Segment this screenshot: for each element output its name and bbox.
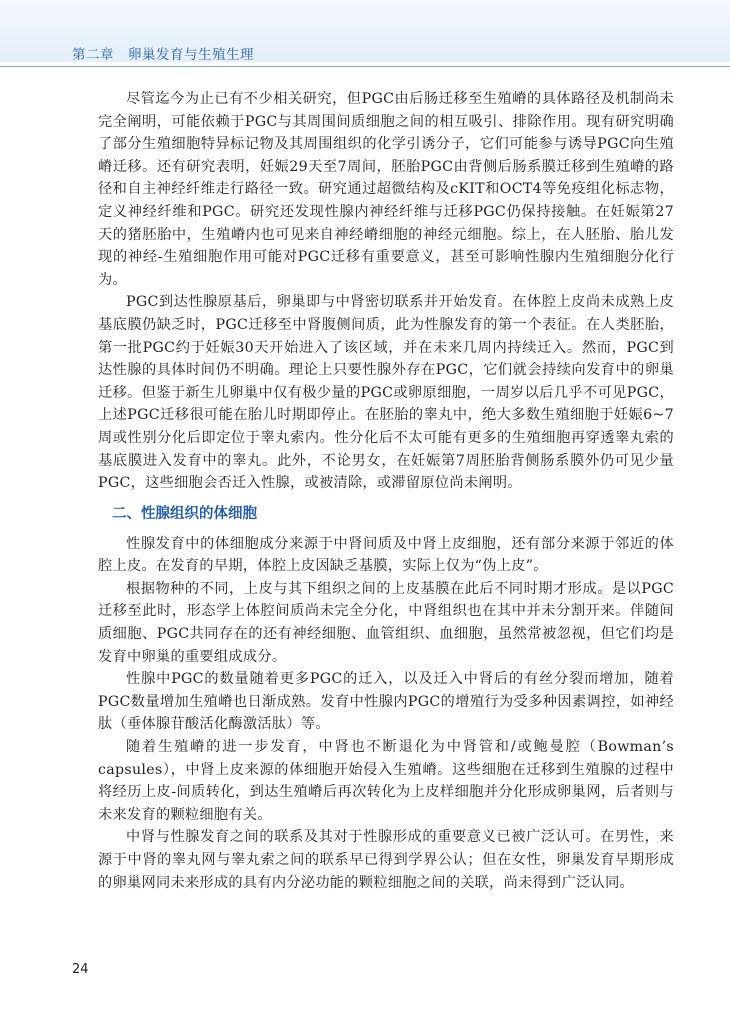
paragraph: 性腺中PGC的数量随着更多PGC的迁入，以及迁入中肾后的有丝分裂而增加，随着PGC数量增加生殖嵴也日渐成熟。发育中性腺内PGC的增殖行为受多种因素调控，如神经肽（垂体腺苷酸活化酶激活肽）等。	[98, 671, 674, 733]
chapter-running-head: 第二章 卵巢发育与生殖生理	[72, 47, 254, 63]
paragraph: 性腺发育中的体细胞成分来源于中肾间质及中肾上皮细胞，还有部分来源于邻近的体腔上皮。在发育的早期，体腔上皮因缺乏基膜，实际上仅为“伪上皮”。	[98, 535, 674, 575]
section-heading: 二、性腺组织的体细胞	[112, 505, 257, 522]
paragraph: 随着生殖嵴的进一步发育，中肾也不断退化为中肾管和/或鲍曼腔（Bowman’s capsules），中肾上皮来源的体细胞开始侵入生殖嵴。这些细胞在迁移到生殖腺的过程中将经历上皮-间质转化，到达生殖嵴后再次转化为上皮样细胞并分化形成卵巢网，后者则与未来发育的颗粒细胞有关。	[98, 739, 674, 823]
paragraph: PGC到达性腺原基后，卵巢即与中肾密切联系并开始发育。在体腔上皮尚未成熟上皮基底膜仍缺乏时，PGC迁移至中肾腹侧间质，此为性腺发育的第一个表征。在人类胚胎，第一批PGC约于妊娠30天开始进入了该区域，并在未来几周内持续迁入。然而，PGC到达性腺的具体时间仍不明确。理论上只要性腺外存在PGC，它们就会持续向发育中的卵巢迁移。但鉴于新生儿卵巢中仅有极少量的PGC或卵原细胞，一周岁以后几乎不可见PGC，上述PGC迁移很可能在胎儿时期即停止。在胚胎的睾丸中，绝大多数生殖细胞于妊娠6~7周或性别分化后即定位于睾丸索内。性分化后不太可能有更多的生殖细胞再穿透睾丸索的基底膜进入发育中的睾丸。此外，不论男女，在妊娠第7周胚胎背侧肠系膜外仍可见少量PGC，这些细胞会否迁入性腺，或被清除，或滞留原位尚未阐明。	[98, 294, 674, 492]
running-head-band	[0, 0, 730, 62]
header-rule	[0, 66, 730, 67]
paragraph: 尽管迄今为止已有不少相关研究，但PGC由后肠迁移至生殖嵴的具体路径及机制尚未完全阐明，可能依赖于PGC与其周围间质细胞之间的相互吸引、排除作用。现有研究明确了部分生殖细胞特异标记物及其周围组织的化学引诱分子，它们可能参与诱导PGC向生殖嵴迁移。还有研究表明，妊娠29天至7周间，胚胎PGC由背侧后肠系膜迁移到生殖嵴的路径和自主神经纤维走行路径一致。研究通过超微结构及cKIT和OCT4等免疫组化标志物，定义神经纤维和PGC。研究还发现性腺内神经纤维与迁移PGC仍保持接触。在妊娠第27天的猪胚胎中，生殖嵴内也可见来自神经嵴细胞的神经元细胞。综上，在人胚胎、胎儿发现的神经-生殖细胞作用可能对PGC迁移有重要意义，甚至可影响性腺内生殖细胞分化行为。	[98, 91, 674, 288]
paragraph: 根据物种的不同，上皮与其下组织之间的上皮基膜在此后不同时期才形成。是以PGC迁移至此时，形态学上体腔间质尚未完全分化，中肾组织也在其中并未分割开来。伴随间质细胞、PGC共同存在的还有神经细胞、血管组织、血细胞，虽然常被忽视，但它们均是发育中卵巢的重要组成成分。	[98, 580, 674, 665]
paragraph: 中肾与性腺发育之间的联系及其对于性腺形成的重要意义已被广泛认可。在男性，来源于中肾的睾丸网与睾丸索之间的联系早已得到学界公认；但在女性，卵巢发育早期形成的卵巢网同未来形成的具有内分泌功能的颗粒细胞之间的关联，尚未得到广泛认同。	[98, 829, 674, 891]
page-number: 24	[72, 962, 89, 977]
body-text	[98, 88, 674, 894]
